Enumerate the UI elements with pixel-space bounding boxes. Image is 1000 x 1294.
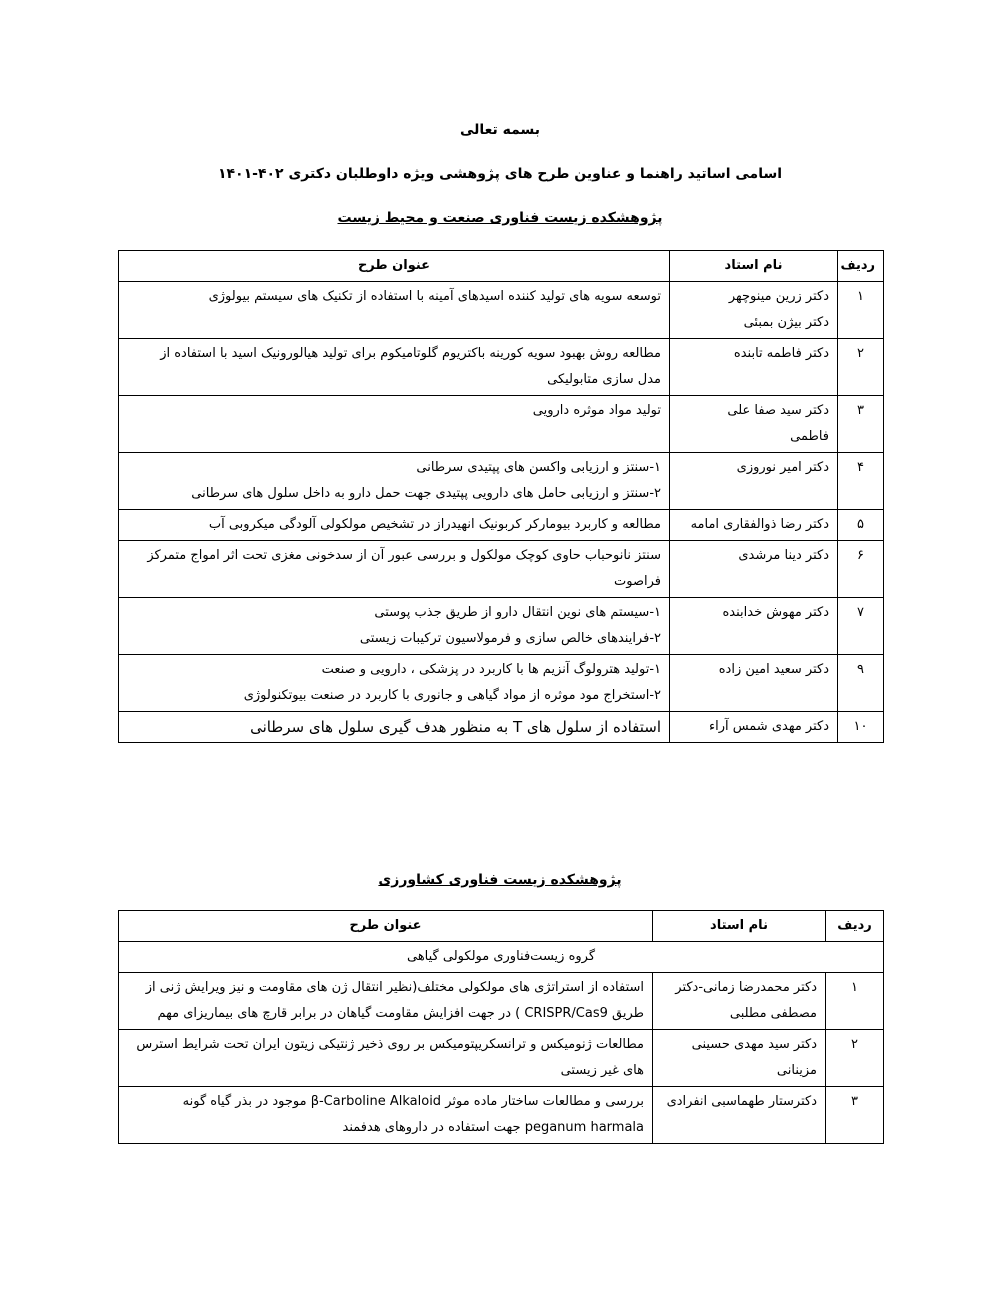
- table-row: [119, 973, 884, 1030]
- row-index: ۷: [838, 598, 884, 655]
- project-title-line: مطالعات ژنومیکس و ترانسکریپتومیکس بر روی ذخیر ژنتیکی زیتون ایران تحت شرایط استرس: [136, 1037, 644, 1052]
- table-row: [119, 282, 884, 339]
- supervisor-name-line: دکتر محمدرضا زمانی-دکتر: [675, 980, 817, 995]
- supervisor-name-line: دکتر مهوش خدابنده: [722, 605, 829, 620]
- row-index: ۴: [838, 453, 884, 510]
- supervisor-name-line: دکتر زرین مینوچهر: [728, 289, 829, 304]
- group-row: [119, 942, 884, 973]
- project-title: [119, 510, 670, 541]
- supervisor-name: [653, 1087, 826, 1144]
- project-title-line: ۲-استخراج مود موثره از مواد گیاهی و جانوری با کاربرد در صنعت بیوتکنولوژی: [243, 688, 661, 703]
- supervisor-name-line: دکتر دینا مرشدی: [738, 548, 829, 563]
- row-index: ۲: [838, 339, 884, 396]
- supervisor-name: [653, 973, 826, 1030]
- supervisor-name: [653, 1030, 826, 1087]
- project-title-line: طریق CRISPR/Cas9 ) در جهت افزایش مقاومت گیاهان در برابر قارچ های بیماریزای مهم: [157, 1006, 644, 1021]
- project-title: [119, 1030, 653, 1087]
- supervisor-name-line: مصطفی مطلبی: [729, 1006, 817, 1021]
- supervisor-name: [670, 598, 838, 655]
- supervisor-name-line: دکتر سید صفا علی: [727, 403, 829, 418]
- table-row: [119, 1030, 884, 1087]
- table-row: [119, 453, 884, 510]
- supervisor-name: [670, 339, 838, 396]
- project-title-line: مطالعه روش بهبود سویه کورینه باکتریوم گلوتامیکوم برای تولید هیالورونیک اسید با استفاده از: [160, 346, 661, 361]
- project-title: [119, 282, 670, 339]
- section2-title: پژوهشکده زیست فناوری کشاورزی: [378, 872, 622, 888]
- table-row: [119, 598, 884, 655]
- project-title: [119, 1087, 653, 1144]
- project-title: [119, 973, 653, 1030]
- group-label: گروه زیست‌فناوری مولکولی گیاهی: [119, 942, 884, 973]
- header-topic: عنوان طرح: [119, 251, 670, 282]
- project-title: [119, 598, 670, 655]
- project-title-line: سنتز نانوحباب حاوی کوچک مولکول و بررسی عبور آن از سدخونی مغزی تحت اثر امواج متمرکز: [147, 548, 661, 563]
- row-index: ۶: [838, 541, 884, 598]
- supervisor-name-line: دکتر سعید امین زاده: [718, 662, 829, 677]
- table-row: [119, 396, 884, 453]
- table-row: [119, 1087, 884, 1144]
- supervisor-name: [670, 541, 838, 598]
- main-title: اسامی اساتید راهنما و عناوین طرح های پژوهشی ویژه داوطلبان دکتری ۴۰۲-۱۴۰۱: [217, 166, 783, 182]
- table-row: [119, 655, 884, 712]
- row-index: ۹: [838, 655, 884, 712]
- supervisor-name: [670, 453, 838, 510]
- project-title-line: ۱-تولید هترولوگ آنزیم ها با کاربرد در پزشکی ، دارویی و صنعت: [321, 662, 661, 677]
- table-row: [119, 541, 884, 598]
- supervisor-name-line: فاطمی: [790, 429, 829, 444]
- table-header-row: [119, 911, 884, 942]
- project-title-line: مطالعه و کاربرد بیومارکر کربونیک انهیدراز در تشخیص مولکولی آلودگی میکروبی آب: [208, 517, 661, 532]
- table-row: [119, 510, 884, 541]
- project-title: [119, 655, 670, 712]
- header-name: نام استاد: [653, 911, 826, 942]
- row-index: ۳: [826, 1087, 884, 1144]
- supervisor-name-line: دکتر فاطمه تابنده: [733, 346, 829, 361]
- project-title: [119, 339, 670, 396]
- header-topic: عنوان طرح: [119, 911, 653, 942]
- supervisor-name: [670, 712, 838, 743]
- project-title-line: ۱-سیستم های نوین انتقال دارو از طریق جذب پوستی: [374, 605, 661, 620]
- table-row: [119, 339, 884, 396]
- header-idx: ردیف: [838, 251, 884, 282]
- project-title: [119, 453, 670, 510]
- project-title-line: ۱-سنتز و ارزیابی واکسن های پپتیدی سرطانی: [416, 460, 661, 475]
- row-index: ۱۰: [838, 712, 884, 743]
- project-title-line: ۲-سنتز و ارزیابی حامل های دارویی پپتیدی جهت حمل دارو به داخل سلول های سرطانی: [191, 486, 661, 501]
- row-index: ۲: [826, 1030, 884, 1087]
- section2-table: [118, 910, 884, 1144]
- supervisor-name: [670, 655, 838, 712]
- project-title-line: استفاده از استراتژی های مولکولی مختلف(نظیر انتقال ژن های مقاومت و نیز ویرایش ژنی از: [145, 980, 644, 995]
- row-index: ۳: [838, 396, 884, 453]
- table-row: [119, 712, 884, 743]
- project-title-line: فراصوت: [614, 574, 661, 589]
- bismillah-heading: بسمه تعالی: [459, 122, 541, 138]
- section1-title: پژوهشکده زیست فناوری صنعت و محیط زیست: [337, 210, 663, 226]
- supervisor-name-line: دکتر سید مهدی حسینی: [691, 1037, 817, 1052]
- supervisor-name: [670, 282, 838, 339]
- project-title-line: ۲-فرایندهای خالص سازی و فرمولاسیون ترکیبات زیستی: [359, 631, 661, 646]
- project-title: [119, 396, 670, 453]
- row-index: ۵: [838, 510, 884, 541]
- supervisor-name-line: دکتر رضا ذوالفقاری امامه: [690, 517, 829, 532]
- row-index: ۱: [838, 282, 884, 339]
- supervisor-name: [670, 396, 838, 453]
- supervisor-name-line: دکترستار طهماسبی انفرادی: [666, 1094, 817, 1109]
- project-title: [119, 541, 670, 598]
- table-header-row: [119, 251, 884, 282]
- project-title-line: تولید مواد موثره دارویی: [532, 403, 661, 418]
- supervisor-name-line: دکتر بیژن بمبئی: [743, 315, 829, 330]
- supervisor-name: [670, 510, 838, 541]
- header-idx: ردیف: [826, 911, 884, 942]
- row-index: ۱: [826, 973, 884, 1030]
- supervisor-name-line: دکتر مهدی شمس آراء: [708, 719, 829, 734]
- project-title-line: peganum harmala جهت استفاده در داروهای هدفمند: [342, 1120, 644, 1135]
- project-title-line: های غیر زیستی: [560, 1063, 644, 1078]
- project-title-line: استفاده از سلول های T به منظور هدف گیری سلول های سرطانی: [250, 718, 661, 736]
- supervisor-name-line: مزینانی: [776, 1063, 817, 1078]
- project-title-line: مدل سازی متابولیکی: [547, 372, 661, 387]
- header-name: نام استاد: [670, 251, 838, 282]
- project-title: [119, 712, 670, 743]
- supervisor-name-line: دکتر امیر نوروزی: [736, 460, 829, 475]
- section1-table: [118, 250, 884, 743]
- project-title-line: توسعه سویه های تولید کننده اسیدهای آمینه با استفاده از تکنیک های سیستم بیولوژی: [208, 289, 661, 304]
- project-title-line: بررسی و مطالعات ساختار ماده موثر β-Carboline Alkaloid موجود در بذر گیاه گونه: [182, 1094, 644, 1109]
